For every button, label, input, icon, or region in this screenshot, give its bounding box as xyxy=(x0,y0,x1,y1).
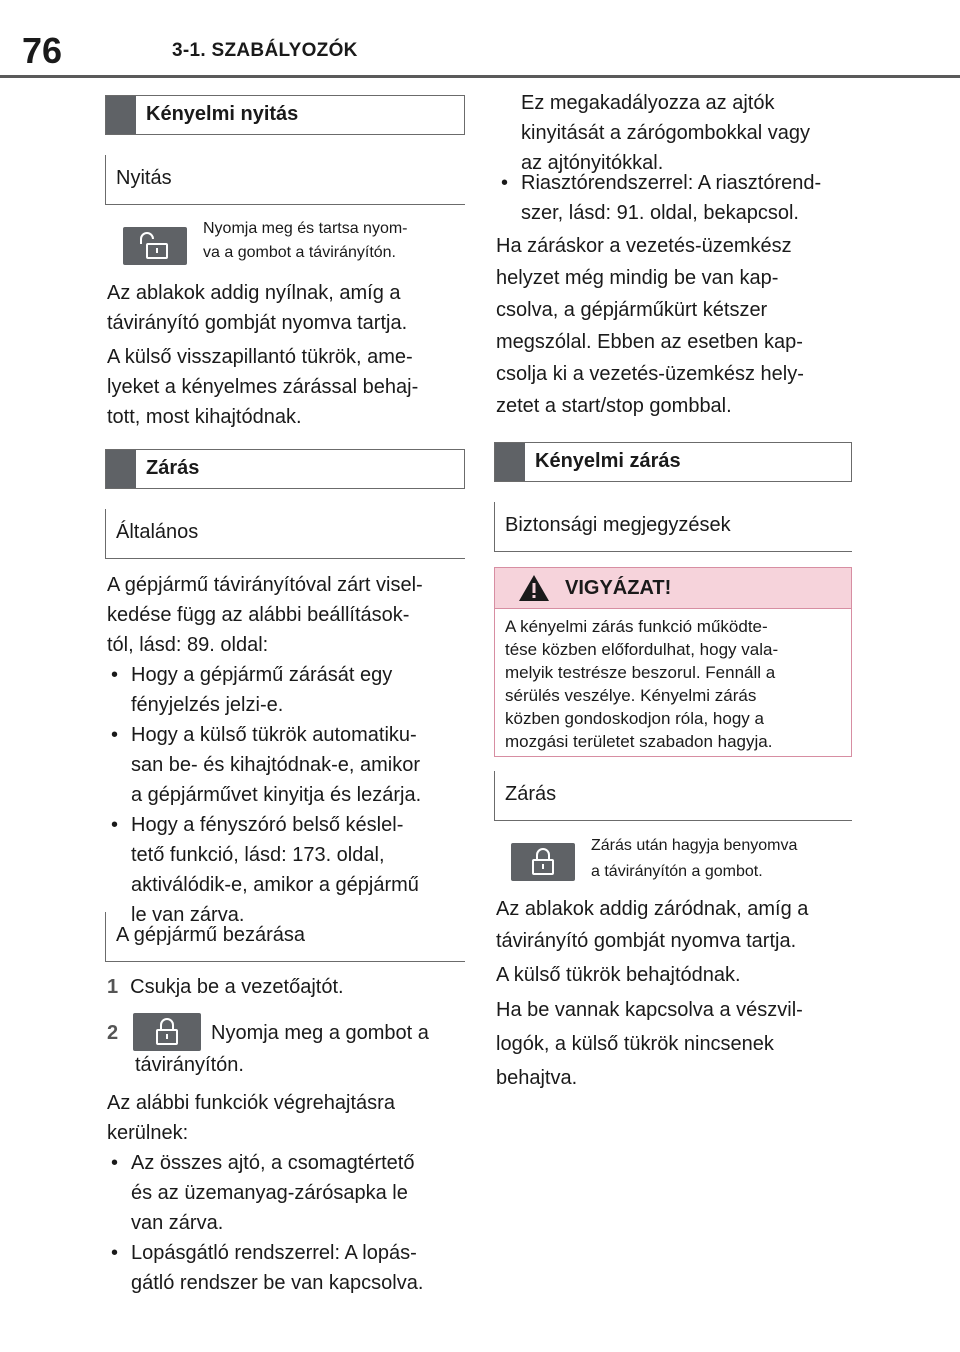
text-line: • Hogy a fényszóró belső késlel- xyxy=(131,814,404,836)
text-line: A gépjármű távirányítóval zárt visel- xyxy=(107,574,423,596)
text-line: Az alábbi funkciók végrehajtásra xyxy=(107,1092,395,1114)
lock-icon xyxy=(523,848,563,876)
text-line: kedése függ az alábbi beállítások- xyxy=(107,604,410,626)
heading-comfort-locking xyxy=(494,442,852,482)
subheading-text: Biztonsági megjegyzések xyxy=(505,514,731,536)
caption-line: a távirányítón a gombot. xyxy=(591,863,763,880)
list-item xyxy=(107,660,467,720)
text-line: a gépjárművet kinyitja és lezárja. xyxy=(131,784,422,806)
unlock-icon xyxy=(135,232,175,260)
section-title: 3-1. SZABÁLYOZÓK xyxy=(172,40,358,61)
lock-button-icon xyxy=(511,843,575,881)
unlock-caption xyxy=(203,217,465,265)
paragraph-mirrors-unfold xyxy=(107,342,467,432)
subheading-safety-notes xyxy=(494,502,852,552)
lock-icon xyxy=(147,1018,187,1046)
heading-locking xyxy=(105,449,465,489)
page-number: 76 xyxy=(22,30,63,71)
text-line: • Az összes ajtó, a csomagtértető xyxy=(131,1152,415,1174)
text-line: • Hogy a gépjármű zárását egy xyxy=(131,664,393,686)
caption-line: Nyomja meg és tartsa nyom- xyxy=(203,220,408,237)
subheading-locking xyxy=(494,771,852,821)
text-line: tott, most kihajtódnak. xyxy=(107,406,302,428)
warning-text xyxy=(495,609,851,759)
text-line: közben gondoskodjon róla, hogy a xyxy=(505,709,764,728)
text-line: tól, lásd: 89. oldal: xyxy=(107,634,269,656)
paragraph-lock-behavior xyxy=(107,570,467,930)
warning-box xyxy=(494,567,852,757)
text-line: kinyitását a zárógombokkal vagy xyxy=(521,122,811,144)
text-line: • Lopásgátló rendszerrel: A lopás- xyxy=(131,1242,417,1264)
text-line: csolva, a gépjárműkürt kétszer xyxy=(496,299,768,321)
subheading-text: Zárás xyxy=(505,783,557,805)
step-2-number: 2 xyxy=(107,1022,119,1044)
text-line: aktiválódik-e, amikor a gépjármű xyxy=(131,874,419,896)
heading-bar xyxy=(495,443,525,481)
text-line: san be- és kihajtódnak-e, amikor xyxy=(131,754,421,776)
text-line: sérülés veszélye. Kényelmi zárás xyxy=(505,686,757,705)
text-line: tése közben előfordulhat, hogy vala- xyxy=(505,640,779,659)
list-item-alarm xyxy=(497,168,871,228)
text-line: távirányító gombját nyomva tartja. xyxy=(107,312,408,334)
text-line: helyzet még mindig be van kap- xyxy=(496,267,779,289)
text-line: • Riasztórendszerrel: A riasztórend- xyxy=(521,172,822,194)
text-line: távirányító gombját nyomva tartja. xyxy=(496,930,797,952)
heading-bar xyxy=(106,96,136,134)
paragraph-hazard-lights xyxy=(496,993,856,1095)
header-rule xyxy=(0,75,960,78)
text-line: le van zárva. xyxy=(131,904,245,926)
paragraph-functions xyxy=(107,1088,467,1298)
subheading-opening xyxy=(105,155,465,205)
text-line: logók, a külső tükrök nincsenek xyxy=(496,1033,774,1055)
text-line: az ajtónyitókkal. xyxy=(521,152,664,174)
text-line: Az ablakok addig záródnak, amíg a xyxy=(496,898,809,920)
step-2-text: Nyomja meg a gombot a xyxy=(211,1022,429,1044)
paragraph-mirrors-fold: A külső tükrök behajtódnak. xyxy=(496,964,741,986)
text-line: zetet a start/stop gombbal. xyxy=(496,395,732,417)
list-item xyxy=(107,1148,467,1238)
text-line: gátló rendszer be van kapcsolva. xyxy=(131,1272,424,1294)
heading-text: Kényelmi nyitás xyxy=(146,103,299,125)
subheading-text: Általános xyxy=(116,521,199,543)
text-line: Ha be vannak kapcsolva a vészvil- xyxy=(496,999,803,1021)
subheading-text: Nyitás xyxy=(116,167,172,189)
text-line: van zárva. xyxy=(131,1212,224,1234)
text-line: A külső visszapillantó tükrök, ame- xyxy=(107,346,413,368)
lock-caption xyxy=(591,833,856,885)
text-line: Ha záráskor a vezetés-üzemkész xyxy=(496,235,792,257)
lock-button-icon xyxy=(133,1013,201,1051)
text-line: lyeket a kényelmes zárással behaj- xyxy=(107,376,419,398)
warning-header xyxy=(495,568,851,609)
warning-title: VIGYÁZAT! xyxy=(565,577,672,599)
paragraph-windows-close xyxy=(496,893,856,957)
list-item xyxy=(107,1238,467,1298)
subheading-lock-vehicle xyxy=(105,912,465,962)
paragraph-continued xyxy=(521,88,861,178)
subheading-text: A gépjármű bezárása xyxy=(116,924,306,946)
text-line: Az ablakok addig nyílnak, amíg a xyxy=(107,282,401,304)
paragraph-windows-open xyxy=(107,278,467,338)
step-text: Csukja be a vezetőajtót. xyxy=(130,976,344,998)
text-line: Ez megakadályozza az ajtók xyxy=(521,92,775,114)
warning-triangle-icon xyxy=(517,573,551,603)
text-line: tető funkció, lásd: 173. oldal, xyxy=(131,844,385,866)
text-line: szer, lásd: 91. oldal, bekapcsol. xyxy=(521,202,799,224)
text-line: csolja ki a vezetés-üzemkész hely- xyxy=(496,363,804,385)
text-line: fényjelzés jelzi-e. xyxy=(131,694,284,716)
text-line: mozgási területet szabadon hagyja. xyxy=(505,732,773,751)
text-line: és az üzemanyag-zárósapka le xyxy=(131,1182,408,1204)
text-line: A kényelmi zárás funkció működte- xyxy=(505,617,768,636)
step-1 xyxy=(107,972,467,1002)
text-line: kerülnek: xyxy=(107,1122,189,1144)
heading-text: Zárás xyxy=(146,457,200,479)
caption-line: va a gombot a távirányítón. xyxy=(203,244,396,261)
heading-bar xyxy=(106,450,136,488)
paragraph-horn xyxy=(496,230,856,422)
unlock-button-icon xyxy=(123,227,187,265)
step-number: 1 xyxy=(107,976,119,998)
step-2-text-cont: távirányítón. xyxy=(135,1054,244,1076)
text-line: melyik testrésze beszorul. Fennáll a xyxy=(505,663,776,682)
caption-line: Zárás után hagyja benyomva xyxy=(591,837,798,854)
text-line: megszólal. Ebben az esetben kap- xyxy=(496,331,803,353)
heading-comfort-opening xyxy=(105,95,465,135)
text-line: • Hogy a külső tükrök automatiku- xyxy=(131,724,417,746)
subheading-general xyxy=(105,509,465,559)
text-line: behajtva. xyxy=(496,1067,578,1089)
heading-text: Kényelmi zárás xyxy=(535,450,681,472)
list-item xyxy=(107,720,467,810)
